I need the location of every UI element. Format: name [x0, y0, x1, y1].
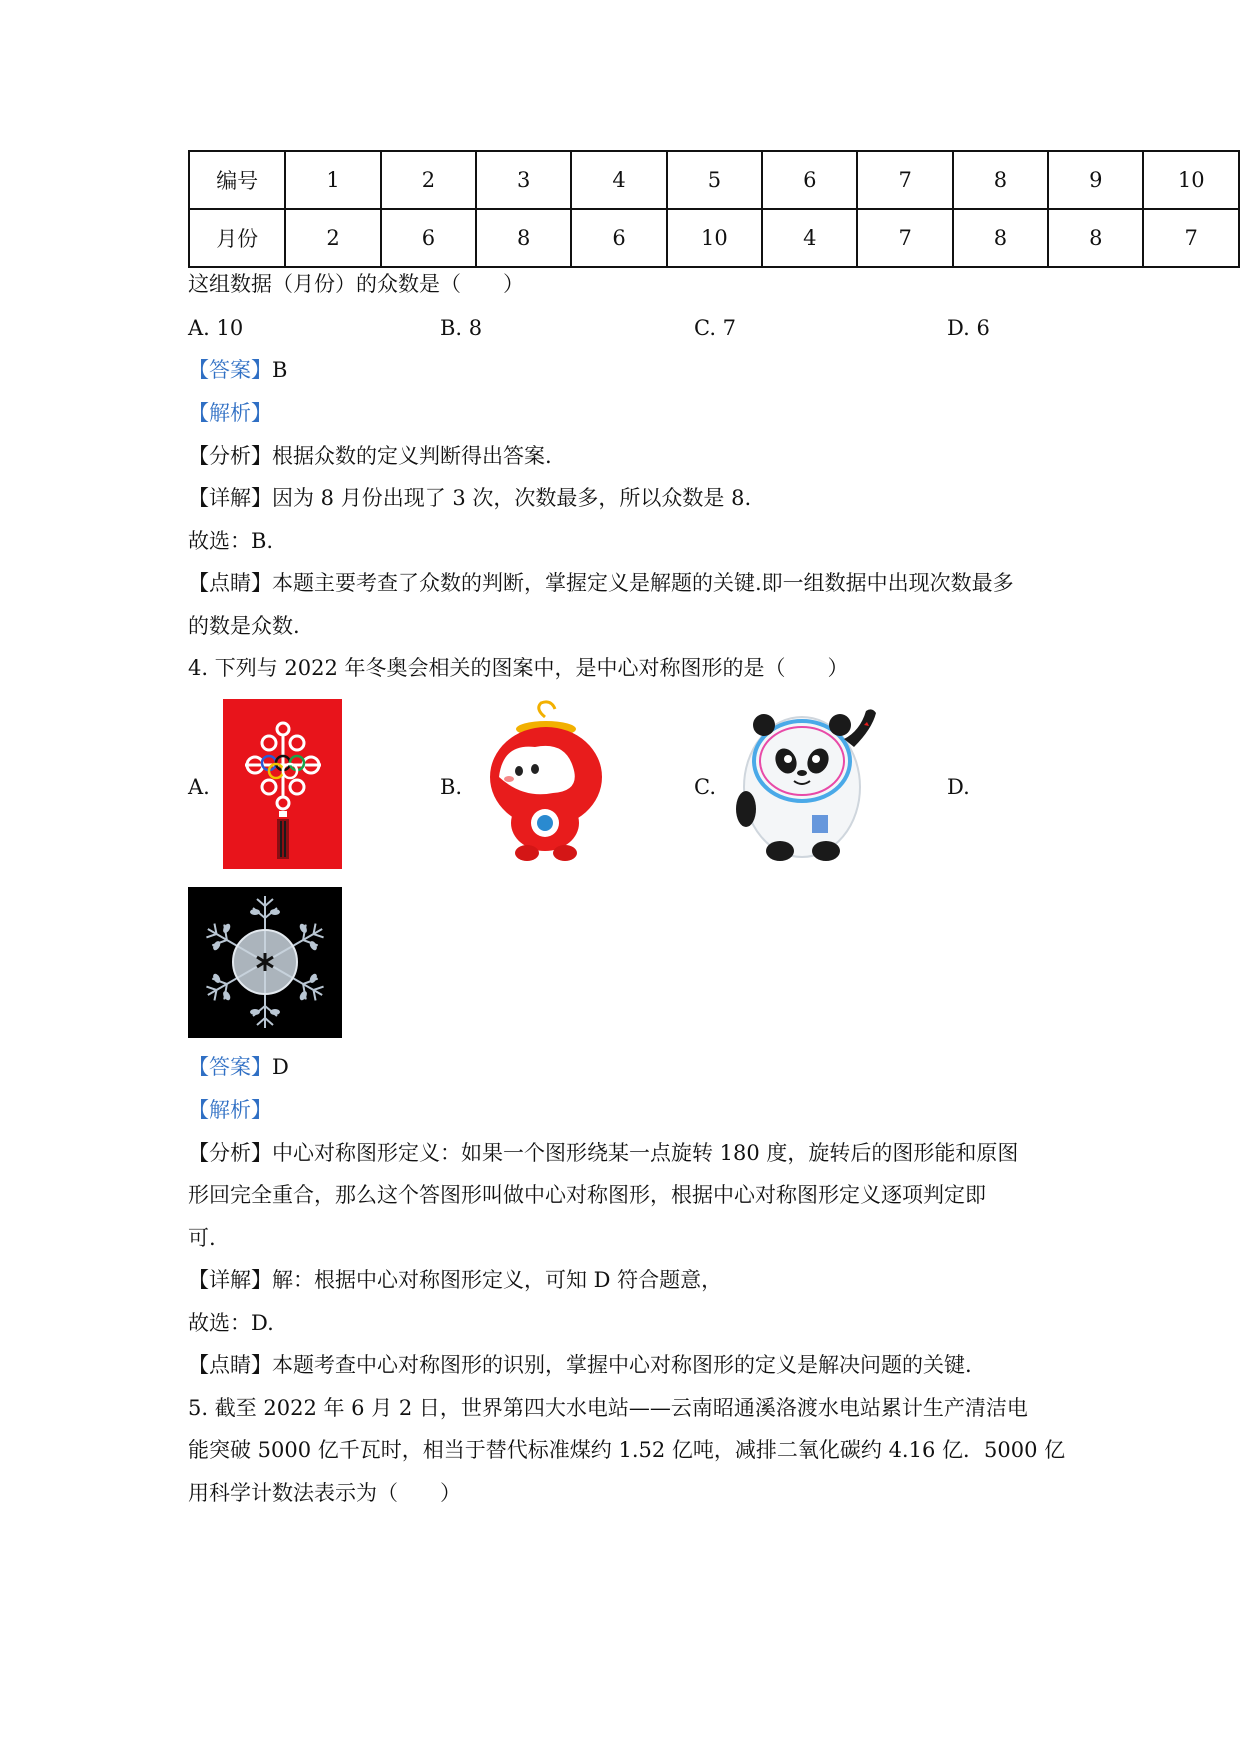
- table-cell: 2: [381, 151, 476, 209]
- q4-point: 【点睛】本题考查中心对称图形的识别，掌握中心对称图形的定义是解决问题的关键.: [188, 1353, 972, 1377]
- table-cell: 10: [1143, 151, 1239, 209]
- table-cell: 8: [476, 209, 571, 267]
- table-cell: 8: [953, 151, 1048, 209]
- q3-option-a: A. 10: [188, 316, 244, 340]
- table-cell: 3: [476, 151, 571, 209]
- q3-detail: 【详解】因为 8 月份出现了 3 次，次数最多，所以众数是 8.: [188, 486, 752, 510]
- table-row-month: [189, 209, 1239, 267]
- q5-line-1: 5. 截至 2022 年 6 月 2 日，世界第四大水电站——云南昭通溪洛渡水电站累计生产清洁电: [188, 1396, 1028, 1420]
- q3-option-d: D. 6: [947, 316, 990, 340]
- q4-answer: [188, 1052, 1088, 1082]
- table-cell: 10: [667, 209, 762, 267]
- table-cell: 7: [857, 209, 952, 267]
- table-cell: 8: [953, 209, 1048, 267]
- table-cell: 2: [285, 209, 380, 267]
- q4-label-a: A.: [188, 775, 210, 799]
- bing-dwen-dwen-image: [730, 703, 882, 863]
- snowflake-image: [188, 887, 342, 1038]
- q5-line-3: 用科学计数法表示为（ ）: [188, 1481, 461, 1505]
- table-cell: 4: [762, 209, 857, 267]
- table-cell: 9: [1048, 151, 1143, 209]
- q4-detail: 【详解】解：根据中心对称图形定义，可知 D 符合题意，: [188, 1268, 723, 1292]
- q4-label-d: D.: [947, 775, 970, 799]
- q4-stem: 4. 下列与 2022 年冬奥会相关的图案中，是中心对称图形的是（ ）: [188, 656, 849, 680]
- table-cell: 4: [571, 151, 666, 209]
- answer-value: D: [272, 1055, 289, 1079]
- table-cell: 6: [381, 209, 476, 267]
- q3-choose: 故选：B.: [188, 529, 274, 553]
- q3-point-line-2: 的数是众数.: [188, 614, 300, 638]
- q4-analysis-tag: 【解析】: [188, 1098, 272, 1122]
- q3-option-c: C. 7: [694, 316, 737, 340]
- q3-option-b: B. 8: [440, 316, 483, 340]
- q4-choose: 故选：D.: [188, 1311, 274, 1335]
- q4-analysis-line-3: 可.: [188, 1226, 216, 1250]
- month-data-table: [188, 150, 1240, 268]
- table-cell: 8: [1048, 209, 1143, 267]
- table-cell: 1: [285, 151, 380, 209]
- table-cell: 7: [857, 151, 952, 209]
- q4-analysis-line-1: 【分析】中心对称图形定义：如果一个图形绕某一点旋转 180 度，旋转后的图形能和原图: [188, 1141, 1019, 1165]
- table-header-cell: 月份: [189, 209, 285, 267]
- table-cell: 6: [571, 209, 666, 267]
- table-cell: 6: [762, 151, 857, 209]
- q3-point-line-1: 【点睛】本题主要考查了众数的判断，掌握定义是解题的关键.即一组数据中出现次数最多: [188, 571, 1014, 595]
- q3-stem: 这组数据（月份）的众数是（ ）: [188, 272, 524, 296]
- q3-analysis-tag: 【解析】: [188, 401, 272, 425]
- q4-analysis-line-2: 形回完全重合，那么这个答图形叫做中心对称图形，根据中心对称图形定义逐项判定即: [188, 1183, 986, 1207]
- q3-answer: [188, 355, 1088, 385]
- answer-tag: 【答案】: [188, 358, 272, 382]
- q5-line-2: 能突破 5000 亿千瓦时，相当于替代标准煤约 1.52 亿吨，减排二氧化碳约 4.16 亿．5000 亿: [188, 1438, 1066, 1462]
- table-row-number: [189, 151, 1239, 209]
- table-header-cell: 编号: [189, 151, 285, 209]
- q4-label-c: C.: [694, 775, 716, 799]
- table-cell: 7: [1143, 209, 1239, 267]
- q3-analysis: 【分析】根据众数的定义判断得出答案.: [188, 444, 552, 468]
- answer-value: B: [272, 358, 288, 382]
- q4-label-b: B.: [440, 775, 463, 799]
- chinese-knot-image: [223, 699, 342, 869]
- table-cell: 5: [667, 151, 762, 209]
- answer-tag: 【答案】: [188, 1055, 272, 1079]
- shuey-rhon-rhon-image: [475, 699, 617, 871]
